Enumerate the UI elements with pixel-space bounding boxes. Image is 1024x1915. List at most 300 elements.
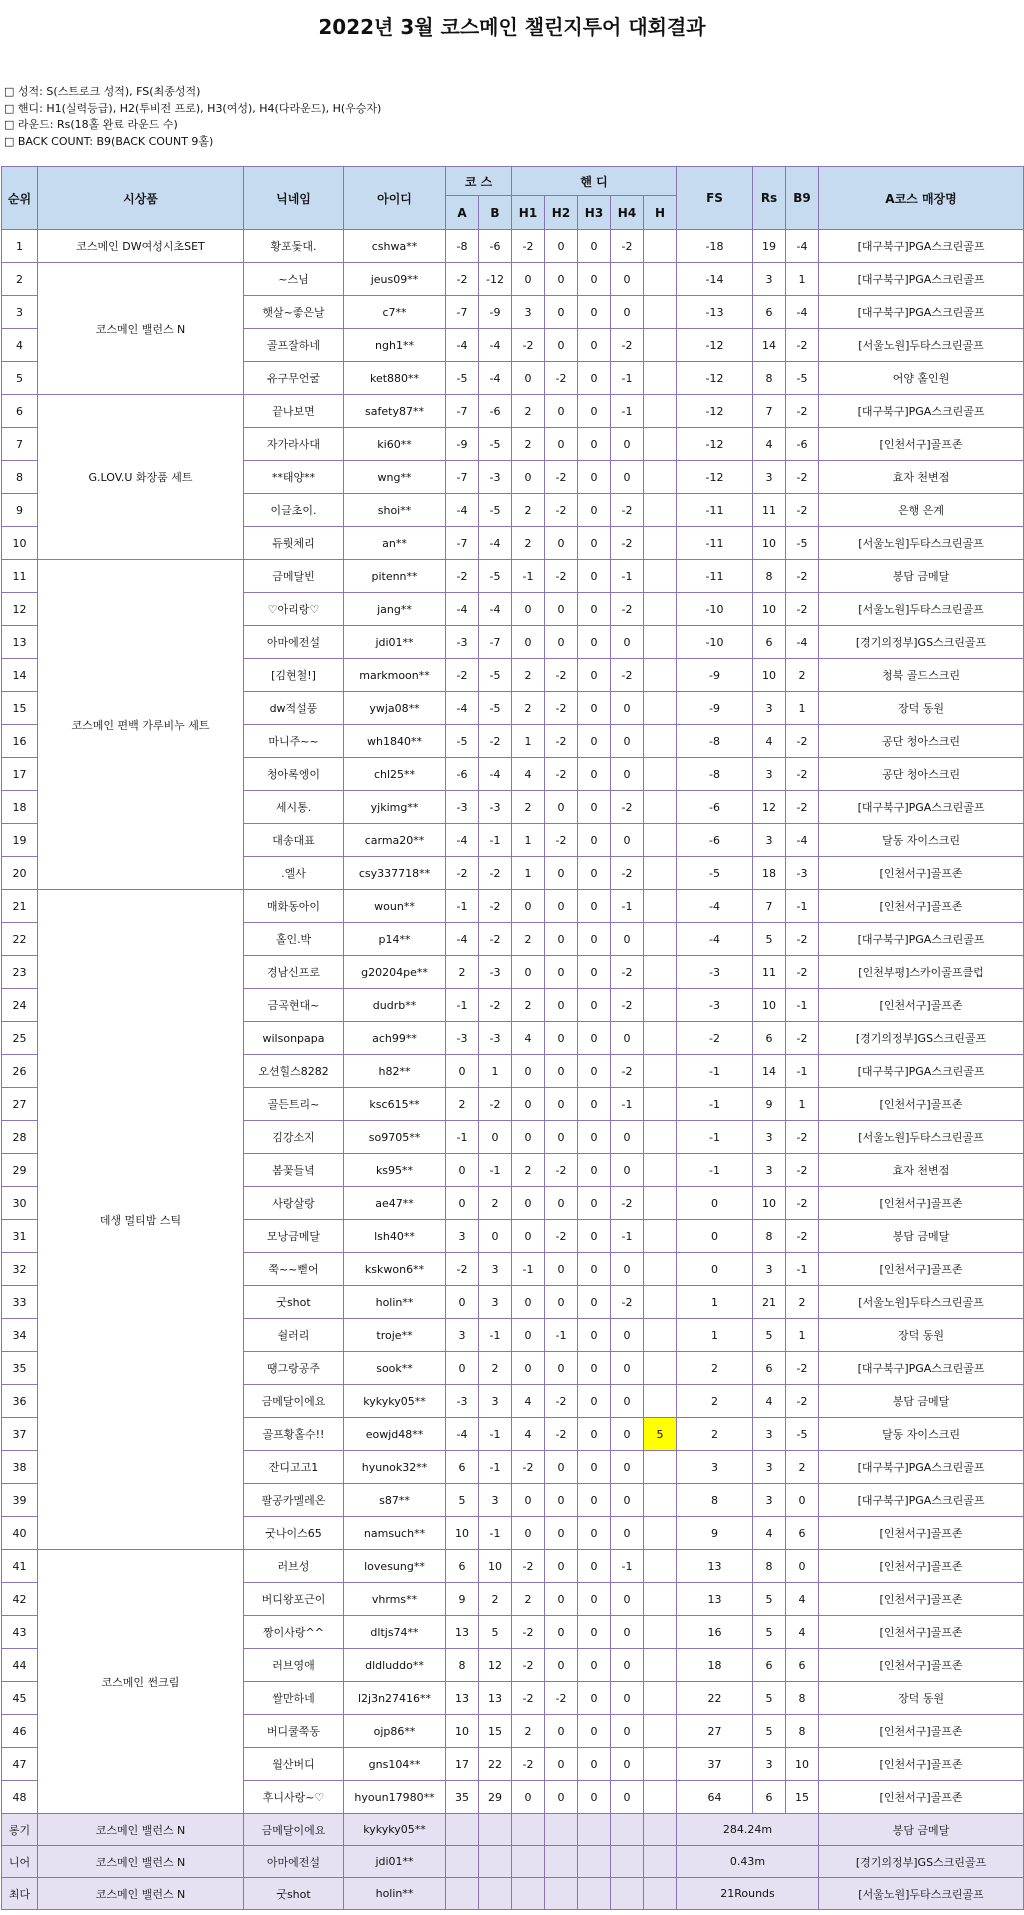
cell-a: 3: [446, 1220, 479, 1253]
cell-h2: 0: [545, 1352, 578, 1385]
cell-fs: -8: [677, 725, 753, 758]
cell-id: csy337718**: [344, 857, 446, 890]
cell-h: [644, 329, 677, 362]
cell-h1: 0: [512, 890, 545, 923]
cell-a: 2: [446, 956, 479, 989]
cell-h4: 0: [611, 1715, 644, 1748]
cell-a: -1: [446, 1121, 479, 1154]
cell-h3: 0: [578, 362, 611, 395]
cell-nickname: dw적설풍: [244, 692, 344, 725]
cell-b9: -1: [786, 1055, 819, 1088]
cell-id: p14**: [344, 923, 446, 956]
cell-store: [대구북구]PGA스크린골프: [819, 1352, 1024, 1385]
cell-h4: 0: [611, 1616, 644, 1649]
cell-nickname: 버디쿨쭉동: [244, 1715, 344, 1748]
cell-id: woun**: [344, 890, 446, 923]
cell-h4: 0: [611, 1781, 644, 1814]
cell-h2: 0: [545, 1055, 578, 1088]
cell-nickname: .엘사: [244, 857, 344, 890]
cell-h: [644, 1385, 677, 1418]
cell-a: 0: [446, 1187, 479, 1220]
cell-h2: 0: [545, 1715, 578, 1748]
cell-h1: 2: [512, 1715, 545, 1748]
cell-h: [644, 1154, 677, 1187]
cell-h4: -1: [611, 1220, 644, 1253]
cell-fs: -10: [677, 626, 753, 659]
cell-h4: -2: [611, 494, 644, 527]
cell-rank: 3: [2, 296, 38, 329]
cell-h1: 2: [512, 428, 545, 461]
cell-b9: 10: [786, 1748, 819, 1781]
cell-h4: 0: [611, 1253, 644, 1286]
cell-h1: 0: [512, 1781, 545, 1814]
cell-id: so9705**: [344, 1121, 446, 1154]
cell-h2: -1: [545, 1319, 578, 1352]
table-row: [2, 560, 1024, 593]
cell-h3: 0: [578, 1022, 611, 1055]
cell-b9: -2: [786, 923, 819, 956]
award-value: 0.43m: [677, 1846, 819, 1878]
cell-rank: 9: [2, 494, 38, 527]
cell-b9: -2: [786, 395, 819, 428]
cell-b9: 2: [786, 1286, 819, 1319]
cell-h4: 0: [611, 758, 644, 791]
cell-b: -5: [479, 560, 512, 593]
cell-rs: 3: [753, 1451, 786, 1484]
empty-cell: [545, 1814, 578, 1846]
cell-nickname: 후니사랑~♡: [244, 1781, 344, 1814]
cell-b9: -5: [786, 362, 819, 395]
legend-notes: [4, 84, 381, 150]
cell-b: 2: [479, 1352, 512, 1385]
cell-b: -4: [479, 593, 512, 626]
table-header: [2, 167, 1024, 230]
cell-id: chl25**: [344, 758, 446, 791]
cell-h3: 0: [578, 1484, 611, 1517]
cell-rs: 10: [753, 593, 786, 626]
cell-h1: 4: [512, 1385, 545, 1418]
cell-b9: 6: [786, 1517, 819, 1550]
cell-fs: 16: [677, 1616, 753, 1649]
cell-b9: -2: [786, 329, 819, 362]
cell-h2: -2: [545, 692, 578, 725]
cell-h1: 4: [512, 1022, 545, 1055]
award-nickname: 굿shot: [244, 1878, 344, 1910]
cell-nickname: 골프황홀수!!: [244, 1418, 344, 1451]
cell-id: h82**: [344, 1055, 446, 1088]
cell-b9: 6: [786, 1649, 819, 1682]
cell-h3: 0: [578, 593, 611, 626]
empty-cell: [611, 1846, 644, 1878]
cell-h3: 0: [578, 659, 611, 692]
cell-h: [644, 626, 677, 659]
cell-a: 0: [446, 1352, 479, 1385]
cell-id: jeus09**: [344, 263, 446, 296]
award-row: [2, 1814, 1024, 1846]
cell-b9: -2: [786, 593, 819, 626]
cell-nickname: 대송대표: [244, 824, 344, 857]
cell-a: -4: [446, 692, 479, 725]
cell-h4: -1: [611, 1550, 644, 1583]
cell-fs: -11: [677, 560, 753, 593]
cell-h3: 0: [578, 923, 611, 956]
cell-id: lovesung**: [344, 1550, 446, 1583]
cell-a: 35: [446, 1781, 479, 1814]
cell-a: 8: [446, 1649, 479, 1682]
cell-h4: 0: [611, 428, 644, 461]
cell-b9: 1: [786, 1319, 819, 1352]
cell-b9: 4: [786, 1616, 819, 1649]
cell-rank: 6: [2, 395, 38, 428]
cell-b: -1: [479, 1451, 512, 1484]
cell-b: 1: [479, 1055, 512, 1088]
cell-h4: -2: [611, 1187, 644, 1220]
header-h4: H4: [611, 196, 644, 230]
page-title: 2022년 3월 코스메인 챌린지투어 대회결과: [318, 15, 706, 39]
cell-nickname: 끝나보면: [244, 395, 344, 428]
cell-rank: 21: [2, 890, 38, 923]
cell-rs: 4: [753, 1385, 786, 1418]
table-row: [2, 395, 1024, 428]
cell-h: [644, 1253, 677, 1286]
cell-store: [인천서구]골프존: [819, 1583, 1024, 1616]
cell-h1: 2: [512, 1583, 545, 1616]
cell-nickname: 듀뤗체리: [244, 527, 344, 560]
cell-id: markmoon**: [344, 659, 446, 692]
cell-b9: -2: [786, 956, 819, 989]
cell-h4: -2: [611, 329, 644, 362]
cell-fs: 64: [677, 1781, 753, 1814]
cell-h3: 0: [578, 1187, 611, 1220]
cell-h: [644, 692, 677, 725]
cell-store: [대구북구]PGA스크린골프: [819, 296, 1024, 329]
cell-id: lsh40**: [344, 1220, 446, 1253]
cell-fs: 8: [677, 1484, 753, 1517]
cell-b9: -4: [786, 626, 819, 659]
cell-h3: 0: [578, 1088, 611, 1121]
cell-b9: -5: [786, 527, 819, 560]
cell-h4: 0: [611, 725, 644, 758]
cell-store: [경기의정부]GS스크린골프: [819, 626, 1024, 659]
cell-h: [644, 1319, 677, 1352]
header-h3: H3: [578, 196, 611, 230]
cell-id: hyunok32**: [344, 1451, 446, 1484]
cell-b: 10: [479, 1550, 512, 1583]
cell-rank: 1: [2, 230, 38, 263]
cell-h3: 0: [578, 296, 611, 329]
cell-fs: 0: [677, 1187, 753, 1220]
empty-cell: [545, 1878, 578, 1910]
cell-rs: 14: [753, 1055, 786, 1088]
cell-nickname: 짱이사랑^^: [244, 1616, 344, 1649]
cell-nickname: 자가라사대: [244, 428, 344, 461]
cell-nickname: 팔공카멜레온: [244, 1484, 344, 1517]
cell-a: -1: [446, 890, 479, 923]
cell-h2: -2: [545, 1385, 578, 1418]
cell-h: [644, 989, 677, 1022]
award-nickname: 금메달이에요: [244, 1814, 344, 1846]
cell-h1: 1: [512, 824, 545, 857]
cell-h4: -2: [611, 989, 644, 1022]
cell-id: dudrb**: [344, 989, 446, 1022]
cell-h3: 0: [578, 1550, 611, 1583]
cell-h1: 0: [512, 1088, 545, 1121]
cell-rank: 45: [2, 1682, 38, 1715]
cell-rs: 3: [753, 824, 786, 857]
cell-h1: 0: [512, 1055, 545, 1088]
cell-b: -2: [479, 857, 512, 890]
cell-h1: 0: [512, 1121, 545, 1154]
cell-h4: -2: [611, 1286, 644, 1319]
cell-a: 10: [446, 1517, 479, 1550]
cell-h: [644, 1715, 677, 1748]
cell-h3: 0: [578, 1781, 611, 1814]
cell-b: -4: [479, 758, 512, 791]
empty-cell: [446, 1878, 479, 1910]
cell-rs: 5: [753, 1319, 786, 1352]
cell-a: 3: [446, 1319, 479, 1352]
cell-b: 0: [479, 1220, 512, 1253]
cell-a: -1: [446, 989, 479, 1022]
cell-rs: 3: [753, 692, 786, 725]
cell-id: troje**: [344, 1319, 446, 1352]
cell-h2: 0: [545, 263, 578, 296]
cell-b9: -1: [786, 989, 819, 1022]
cell-h3: 0: [578, 1286, 611, 1319]
cell-h1: 0: [512, 1220, 545, 1253]
cell-h1: -2: [512, 1451, 545, 1484]
cell-h2: 0: [545, 1286, 578, 1319]
cell-id: g20204pe**: [344, 956, 446, 989]
cell-b: -1: [479, 1319, 512, 1352]
cell-nickname: 쭉~~뻗어: [244, 1253, 344, 1286]
cell-h: [644, 1748, 677, 1781]
cell-rank: 13: [2, 626, 38, 659]
cell-store: [서울노원]두타스크린골프: [819, 329, 1024, 362]
cell-store: [인천서구]골프존: [819, 1781, 1024, 1814]
cell-fs: 2: [677, 1352, 753, 1385]
empty-cell: [446, 1814, 479, 1846]
cell-store: [대구북구]PGA스크린골프: [819, 923, 1024, 956]
cell-h4: -2: [611, 1055, 644, 1088]
empty-cell: [644, 1846, 677, 1878]
cell-a: -4: [446, 923, 479, 956]
award-store: [서울노원]두타스크린골프: [819, 1878, 1024, 1910]
award-label: 니어: [2, 1846, 38, 1878]
cell-h4: -2: [611, 857, 644, 890]
cell-nickname: 오션힐스8282: [244, 1055, 344, 1088]
cell-fs: -4: [677, 923, 753, 956]
cell-id: ks95**: [344, 1154, 446, 1187]
cell-store: [인천서구]골프존: [819, 890, 1024, 923]
cell-rank: 42: [2, 1583, 38, 1616]
award-value: 21Rounds: [677, 1878, 819, 1910]
cell-h1: 0: [512, 1187, 545, 1220]
cell-h4: -2: [611, 659, 644, 692]
cell-h2: 0: [545, 527, 578, 560]
cell-b: -3: [479, 956, 512, 989]
cell-h2: -2: [545, 494, 578, 527]
cell-rs: 6: [753, 1352, 786, 1385]
cell-nickname: 경남신프로: [244, 956, 344, 989]
cell-h3: 0: [578, 428, 611, 461]
cell-h: [644, 890, 677, 923]
cell-h4: 0: [611, 1517, 644, 1550]
cell-h1: -1: [512, 560, 545, 593]
cell-store: [대구북구]PGA스크린골프: [819, 791, 1024, 824]
cell-rs: 8: [753, 1550, 786, 1583]
cell-rs: 3: [753, 263, 786, 296]
empty-cell: [479, 1846, 512, 1878]
cell-h2: 0: [545, 593, 578, 626]
cell-fs: 1: [677, 1286, 753, 1319]
cell-store: [인천서구]골프존: [819, 857, 1024, 890]
cell-rs: 7: [753, 395, 786, 428]
cell-b9: 1: [786, 1088, 819, 1121]
cell-h: [644, 1352, 677, 1385]
cell-b9: 1: [786, 263, 819, 296]
cell-b: 5: [479, 1616, 512, 1649]
cell-nickname: 골든트리~: [244, 1088, 344, 1121]
cell-nickname: 세시통.: [244, 791, 344, 824]
cell-h2: -2: [545, 659, 578, 692]
cell-h4: -1: [611, 395, 644, 428]
cell-h4: 0: [611, 1154, 644, 1187]
cell-rank: 7: [2, 428, 38, 461]
cell-h1: -2: [512, 230, 545, 263]
cell-b: -4: [479, 527, 512, 560]
cell-nickname: ♡아리랑♡: [244, 593, 344, 626]
cell-h1: 0: [512, 1484, 545, 1517]
cell-h: [644, 857, 677, 890]
cell-h2: 0: [545, 329, 578, 362]
cell-b: -5: [479, 428, 512, 461]
cell-h: [644, 1286, 677, 1319]
cell-b9: 1: [786, 692, 819, 725]
award-row: [2, 1878, 1024, 1910]
cell-fs: 27: [677, 1715, 753, 1748]
cell-store: 봉담 금메달: [819, 1385, 1024, 1418]
cell-nickname: 굿나이스65: [244, 1517, 344, 1550]
cell-b: 0: [479, 1121, 512, 1154]
cell-h: [644, 230, 677, 263]
cell-id: ki60**: [344, 428, 446, 461]
cell-h3: 0: [578, 1517, 611, 1550]
cell-h3: 0: [578, 527, 611, 560]
cell-nickname: 마니주~~: [244, 725, 344, 758]
cell-b9: 0: [786, 1550, 819, 1583]
cell-h3: 0: [578, 1154, 611, 1187]
cell-b: -1: [479, 1154, 512, 1187]
cell-h2: 0: [545, 1517, 578, 1550]
cell-rs: 9: [753, 1088, 786, 1121]
cell-a: -4: [446, 329, 479, 362]
cell-b9: -2: [786, 461, 819, 494]
cell-a: -3: [446, 626, 479, 659]
cell-h2: 0: [545, 890, 578, 923]
cell-a: -8: [446, 230, 479, 263]
cell-h1: 2: [512, 494, 545, 527]
cell-h3: 0: [578, 461, 611, 494]
table-row: [2, 1550, 1024, 1583]
cell-b: -1: [479, 1517, 512, 1550]
cell-store: [인천서구]골프존: [819, 1517, 1024, 1550]
cell-id: carma20**: [344, 824, 446, 857]
award-prize: 코스메인 밸런스 N: [38, 1846, 244, 1878]
cell-h1: 0: [512, 593, 545, 626]
cell-h3: 0: [578, 1748, 611, 1781]
cell-h1: 2: [512, 989, 545, 1022]
cell-nickname: 쉴러리: [244, 1319, 344, 1352]
cell-rank: 2: [2, 263, 38, 296]
cell-b: -4: [479, 329, 512, 362]
cell-h: [644, 395, 677, 428]
header-rs: Rs: [753, 167, 786, 230]
cell-a: -7: [446, 461, 479, 494]
cell-id: jdi01**: [344, 626, 446, 659]
cell-h2: 0: [545, 1616, 578, 1649]
cell-prize: 코스메인 밸런스 N: [38, 263, 244, 395]
cell-rs: 3: [753, 1154, 786, 1187]
cell-a: 13: [446, 1616, 479, 1649]
cell-nickname: 매화동아이: [244, 890, 344, 923]
cell-rank: 33: [2, 1286, 38, 1319]
cell-h4: -1: [611, 362, 644, 395]
cell-h4: -2: [611, 791, 644, 824]
cell-fs: -12: [677, 461, 753, 494]
cell-prize: 코스메인 썬크림: [38, 1550, 244, 1814]
cell-h1: 4: [512, 758, 545, 791]
header-nickname: 닉네임: [244, 167, 344, 230]
cell-h1: 0: [512, 956, 545, 989]
cell-store: [인천서구]골프존: [819, 1649, 1024, 1682]
cell-h2: 0: [545, 1088, 578, 1121]
header-handi: 핸 디: [512, 167, 677, 196]
empty-cell: [545, 1846, 578, 1878]
header-fs: FS: [677, 167, 753, 230]
cell-id: hyoun17980**: [344, 1781, 446, 1814]
cell-b: -5: [479, 692, 512, 725]
cell-store: [인천서구]골프존: [819, 1715, 1024, 1748]
cell-b9: -2: [786, 1385, 819, 1418]
cell-h1: 2: [512, 659, 545, 692]
empty-cell: [644, 1878, 677, 1910]
cell-store: [인천서구]골프존: [819, 1253, 1024, 1286]
cell-rs: 3: [753, 1748, 786, 1781]
cell-h1: 2: [512, 692, 545, 725]
cell-a: 9: [446, 1583, 479, 1616]
cell-h: [644, 593, 677, 626]
cell-h4: 0: [611, 1649, 644, 1682]
header-b9: B9: [786, 167, 819, 230]
cell-fs: -12: [677, 329, 753, 362]
cell-h3: 0: [578, 1121, 611, 1154]
cell-h: [644, 1187, 677, 1220]
cell-a: -4: [446, 1418, 479, 1451]
award-store: [경기의정부]GS스크린골프: [819, 1846, 1024, 1878]
cell-nickname: 러브성: [244, 1550, 344, 1583]
header-h: H: [644, 196, 677, 230]
cell-a: -2: [446, 263, 479, 296]
header-rank: 순위: [2, 167, 38, 230]
cell-id: ket880**: [344, 362, 446, 395]
cell-rank: 25: [2, 1022, 38, 1055]
cell-fs: -1: [677, 1121, 753, 1154]
cell-fs: 9: [677, 1517, 753, 1550]
cell-rank: 15: [2, 692, 38, 725]
cell-rank: 20: [2, 857, 38, 890]
cell-fs: 2: [677, 1385, 753, 1418]
